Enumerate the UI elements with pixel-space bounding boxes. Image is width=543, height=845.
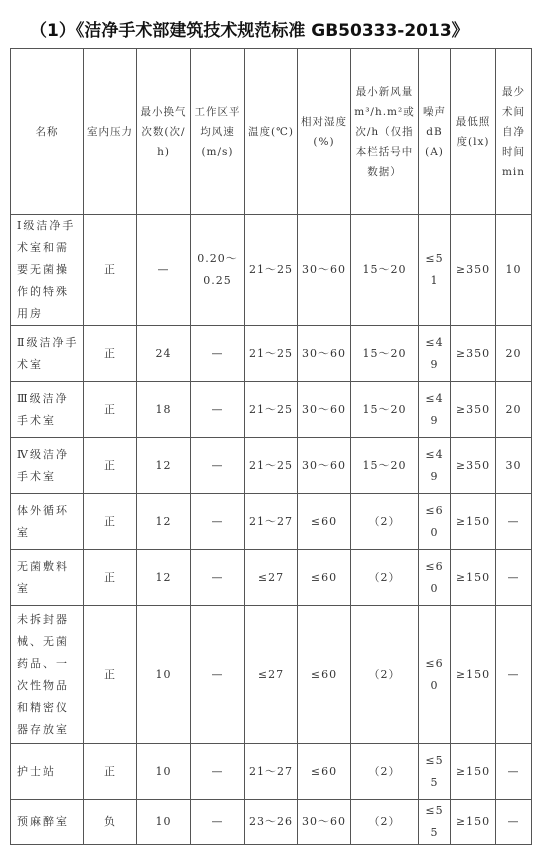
table-cell: （2）: [351, 550, 419, 606]
table-cell: 12: [137, 494, 191, 550]
header-cell: 相对湿度(%): [298, 49, 351, 215]
table-cell: 21～25: [245, 438, 298, 494]
table-cell: —: [496, 494, 532, 550]
table-cell: 正: [84, 326, 137, 382]
table-cell: ≤55: [419, 744, 451, 800]
table-row: [11, 744, 532, 800]
header-cell: 噪声dB(A): [419, 49, 451, 215]
table-cell: —: [496, 550, 532, 606]
table-cell: ≤60: [298, 606, 351, 744]
header-cell: 工作区平均风速(m/s): [191, 49, 245, 215]
table-cell: 10: [496, 215, 532, 326]
table-cell: —: [191, 326, 245, 382]
table-cell: 15～20: [351, 215, 419, 326]
table-cell: —: [496, 800, 532, 845]
table-cell: ≥150: [451, 606, 496, 744]
table-row: [11, 800, 532, 845]
table-cell: ≥350: [451, 326, 496, 382]
table-cell: ≤27: [245, 606, 298, 744]
table-cell: ≥350: [451, 382, 496, 438]
table-cell: 30～60: [298, 326, 351, 382]
table-cell: —: [191, 494, 245, 550]
table-cell: 10: [137, 744, 191, 800]
table-cell: 18: [137, 382, 191, 438]
table-cell: 正: [84, 744, 137, 800]
header-cell: 室内压力: [84, 49, 137, 215]
cleanroom-standards-table: [10, 48, 532, 845]
row-name-cell: Ⅱ级洁净手术室: [11, 326, 84, 382]
table-cell: ≤55: [419, 800, 451, 845]
table-cell: ≤49: [419, 382, 451, 438]
table-cell: 正: [84, 550, 137, 606]
table-cell: —: [496, 744, 532, 800]
table-cell: ≥150: [451, 744, 496, 800]
table-cell: 负: [84, 800, 137, 845]
table-cell: 正: [84, 382, 137, 438]
document-title: （1）《洁净手术部建筑技术规范标准 GB50333-2013》: [30, 21, 469, 41]
table-cell: ≤49: [419, 326, 451, 382]
table-cell: 21～25: [245, 215, 298, 326]
table-cell: 20: [496, 326, 532, 382]
table-cell: （2）: [351, 606, 419, 744]
row-name-cell: 预麻醉室: [11, 800, 84, 845]
table-cell: ≤60: [298, 744, 351, 800]
table-cell: 10: [137, 606, 191, 744]
table-cell: 30～60: [298, 382, 351, 438]
header-cell: 最低照度(lx): [451, 49, 496, 215]
row-name-cell: 未拆封器械、无菌药品、一次性物品和精密仪器存放室: [11, 606, 84, 744]
table-cell: 12: [137, 550, 191, 606]
table-cell: （2）: [351, 800, 419, 845]
header-cell: 温度(℃): [245, 49, 298, 215]
table-cell: —: [191, 800, 245, 845]
header-cell: 最小换气次数(次/h): [137, 49, 191, 215]
table-cell: 10: [137, 800, 191, 845]
table-cell: —: [191, 744, 245, 800]
table-cell: ≤60: [419, 494, 451, 550]
table-cell: 15～20: [351, 326, 419, 382]
row-name-cell: Ⅲ级洁净手术室: [11, 382, 84, 438]
table-cell: 21～25: [245, 382, 298, 438]
row-name-cell: 无菌敷料室: [11, 550, 84, 606]
table-cell: ≥150: [451, 800, 496, 845]
table-row: [11, 550, 532, 606]
row-name-cell: Ⅰ级洁净手术室和需要无菌操作的特殊用房: [11, 215, 84, 326]
table-cell: 15～20: [351, 438, 419, 494]
table-cell: （2）: [351, 494, 419, 550]
table-cell: ≥150: [451, 494, 496, 550]
table-cell: ≤60: [419, 606, 451, 744]
table-cell: 正: [84, 438, 137, 494]
table-row: [11, 606, 532, 744]
header-cell: 名称: [11, 49, 84, 215]
table-cell: ≤60: [298, 494, 351, 550]
table-cell: —: [191, 438, 245, 494]
row-name-cell: 体外循环室: [11, 494, 84, 550]
table-cell: 12: [137, 438, 191, 494]
table-cell: 20: [496, 382, 532, 438]
table-cell: 正: [84, 215, 137, 326]
table-cell: 23～26: [245, 800, 298, 845]
table-row: [11, 438, 532, 494]
table-cell: 0.20～0.25: [191, 215, 245, 326]
row-name-cell: 护士站: [11, 744, 84, 800]
header-cell: 最小新风量m³/h.m²或次/h（仅指本栏括号中数据）: [351, 49, 419, 215]
table-cell: —: [496, 606, 532, 744]
table-cell: ≥350: [451, 438, 496, 494]
table-cell: 30～60: [298, 438, 351, 494]
table-cell: 正: [84, 494, 137, 550]
table-cell: ≤51: [419, 215, 451, 326]
row-name-cell: Ⅳ级洁净手术室: [11, 438, 84, 494]
table-row: [11, 494, 532, 550]
table-row: [11, 326, 532, 382]
table-cell: —: [137, 215, 191, 326]
table-cell: 15～20: [351, 382, 419, 438]
table-cell: 21～25: [245, 326, 298, 382]
header-cell: 最少术间自净时间min: [496, 49, 532, 215]
table-cell: 30: [496, 438, 532, 494]
table-cell: ≥350: [451, 215, 496, 326]
table-cell: 24: [137, 326, 191, 382]
table-cell: ≤60: [298, 550, 351, 606]
table-cell: 正: [84, 606, 137, 744]
table-cell: —: [191, 606, 245, 744]
table-cell: 21～27: [245, 744, 298, 800]
table-cell: 30～60: [298, 800, 351, 845]
table-cell: ≤60: [419, 550, 451, 606]
table-cell: 21～27: [245, 494, 298, 550]
table-row: [11, 382, 532, 438]
table-cell: ≤49: [419, 438, 451, 494]
header-row: [11, 49, 532, 215]
table-cell: 30～60: [298, 215, 351, 326]
table-cell: ≤27: [245, 550, 298, 606]
table-row: [11, 215, 532, 326]
table-cell: （2）: [351, 744, 419, 800]
table-cell: —: [191, 550, 245, 606]
table-cell: ≥150: [451, 550, 496, 606]
table-cell: —: [191, 382, 245, 438]
